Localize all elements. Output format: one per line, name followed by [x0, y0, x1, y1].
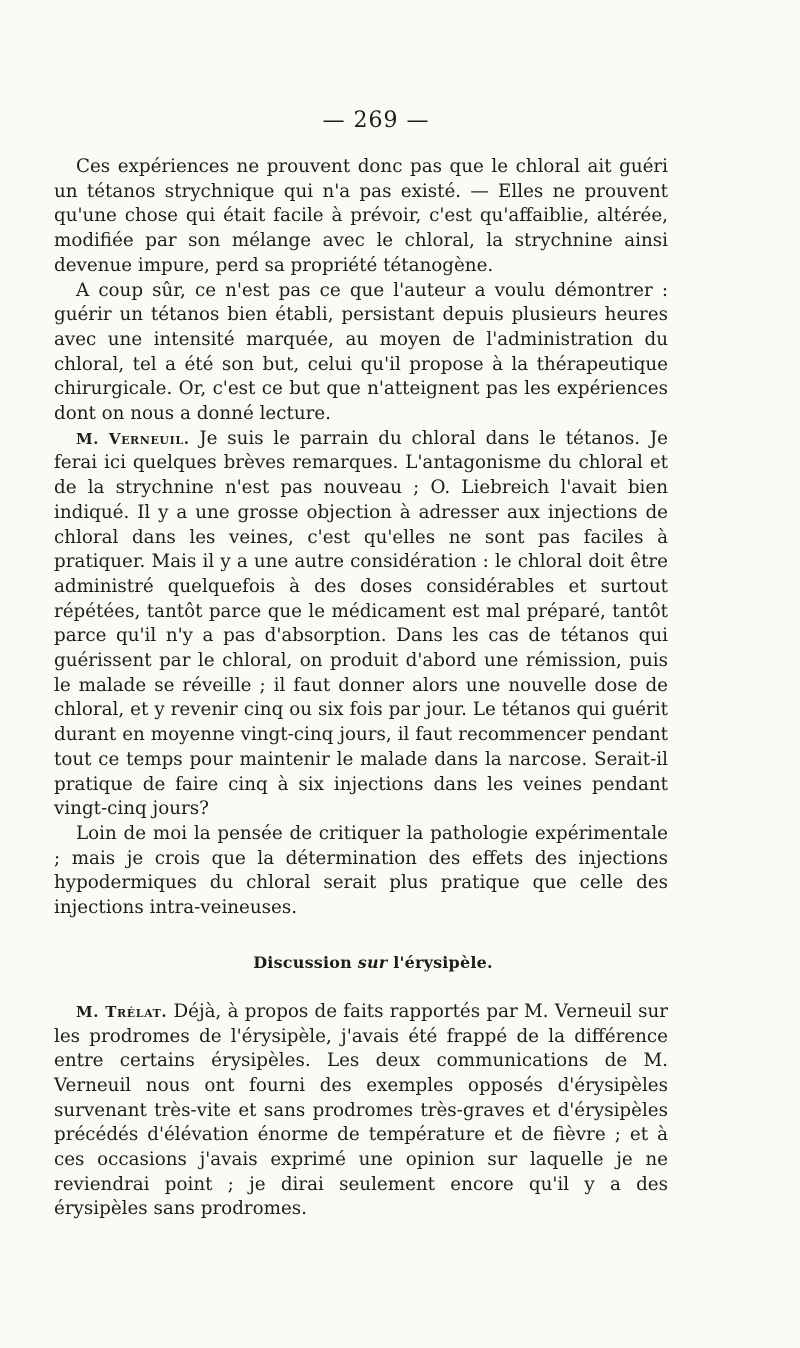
paragraph-3-text: Je suis le parrain du chloral dans le tétanos. Je ferai ici quelques brèves remarques. L'antagonisme du chloral et de la strychnine n'est pas nouveau ; O. Liebreich l'avait bien indiqué. Il y a une grosse objection à adresser aux injections de chloral dans les veines, c'est qu'elles ne sont pas faciles à pratiquer. Mais il y a une autre considération : le chloral doit être administré quelquefois à des doses considérables et surtout répétées, tantôt parce que le médicament est mal préparé, tantôt parce qu'il n'y a pas d'absorption. Dans les cas de tétanos qui guérissent par le chloral, on produit d'abord une rémission, puis le malade se réveille ; il faut donner alors une nouvelle dose de chloral, et y revenir cinq ou six fois par jour. Le tétanos qui guérit durant en moyenne vingt-cinq jours, il faut recommencer pendant tout ce temps pour maintenir le malade dans la narcose. Serait-il pratique de faire cinq à six injections dans les veines pendant vingt-cinq jours?	[54, 427, 669, 820]
paragraph-5-text: Déjà, à propos de faits rapportés par M. Verneuil sur les prodromes de l'érysipèle, j'avais été frappé de la différence entre certains érysipèles. Les deux communications de M. Verneuil nous ont fourni des exemples opposés d'érysipèles survenant très-vite et sans prodromes très-graves et d'érysipèles précédés d'élévation énorme de température et de fièvre ; et à ces occasions j'avais exprimé une opinion sur laquelle je ne reviendrai point ; je dirai seulement encore qu'il y a des érysipèles sans prodromes.	[54, 1000, 669, 1220]
speaker-verneuil: M. Verneuil.	[76, 429, 190, 448]
page-number: — 269 —	[322, 108, 430, 133]
section-title	[54, 953, 668, 972]
paragraph-2-text: A coup sûr, ce n'est pas ce que l'auteur a voulu démontrer : guérir un tétanos bien établi, persistant depuis plusieurs heures avec une intensité marquée, au moyen de l'administration du chloral, tel a été son but, celui qu'il propose à la thérapeutique chirurgicale. Or, c'est ce but que n'atteignent pas les expériences dont on nous a donné lecture.	[54, 279, 668, 425]
section-title-rest: l'érysipèle.	[387, 952, 493, 972]
section-title-sur: sur	[357, 952, 388, 972]
document-page	[54, 108, 668, 1222]
paragraph-1	[54, 155, 668, 279]
speaker-trelat: M. Trélat.	[76, 1002, 168, 1021]
paragraph-4-text: Loin de moi la pensée de critiquer la pathologie expérimentale ; mais je crois que la détermination des effets des injections hypodermiques du chloral serait plus pratique que celle des injections intra-veineuses.	[54, 822, 668, 919]
paragraph-4	[54, 822, 668, 921]
paragraph-1-text: Ces expériences ne prouvent donc pas que le chloral ait guéri un tétanos strychnique qui n'a pas existé. — Elles ne prouvent qu'une chose qui était facile à prévoir, c'est qu'affaiblie, altérée, modifiée par son mélange avec le chloral, la strychnine ainsi devenue impure, perd sa propriété tétanogène.	[54, 156, 668, 276]
paragraph-2	[54, 279, 668, 427]
section-title-prefix: Discussion	[253, 952, 358, 972]
paragraph-5	[54, 1000, 668, 1222]
paragraph-3	[54, 427, 668, 822]
